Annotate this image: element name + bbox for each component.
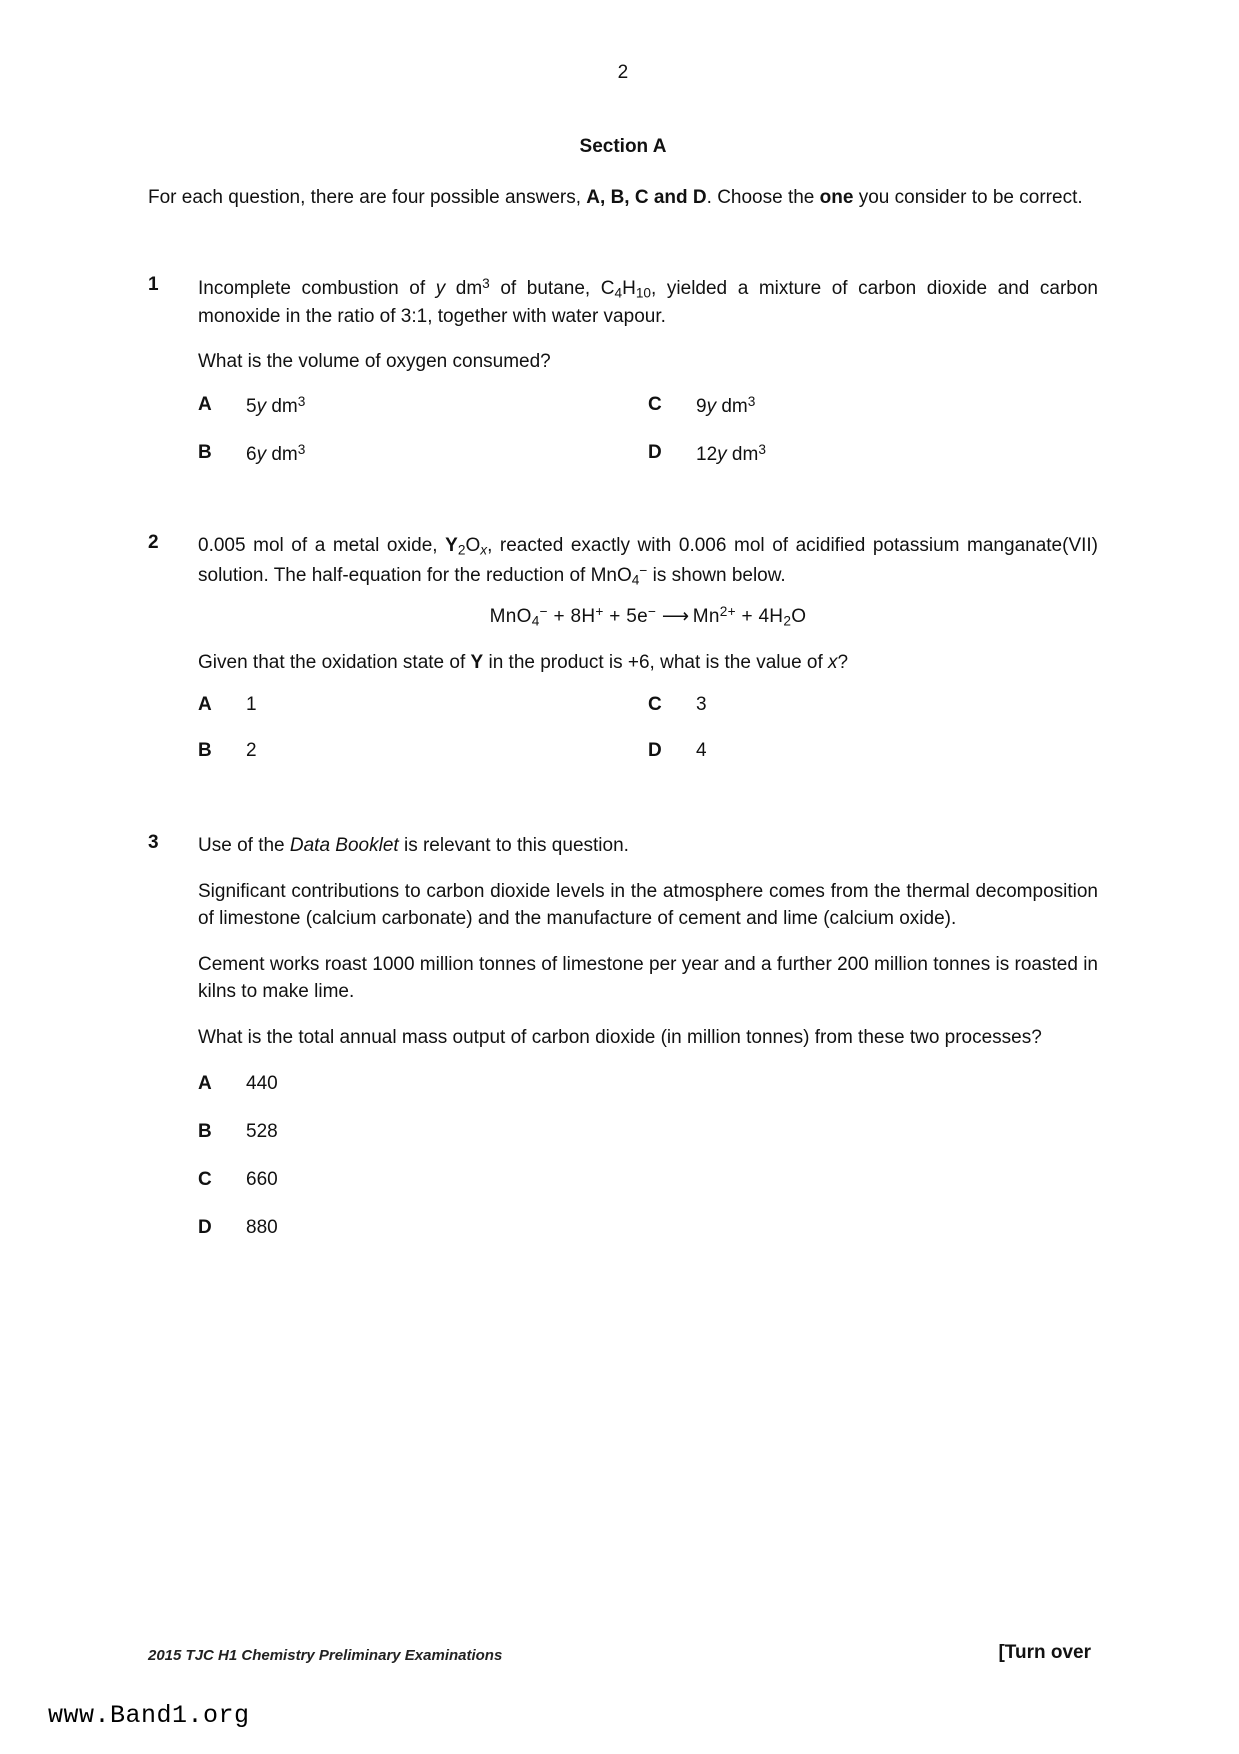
option-d-text: 4: [696, 740, 707, 762]
question-3-stem: Use of the Data Booklet is relevant to this question.: [198, 835, 629, 857]
question-1-options: [198, 394, 1098, 466]
section-heading: Section A: [579, 136, 667, 157]
option-c-letter: C: [198, 1169, 212, 1191]
page-content: [148, 62, 1098, 1279]
question-2-body: [198, 532, 1098, 762]
option-c-letter: C: [648, 694, 662, 716]
instructions-text-3: you consider to be correct.: [853, 187, 1083, 208]
option-a-text: 5y $dm^3$: [246, 394, 306, 418]
question-3-prompt: What is the total annual mass output of carbon dioxide (in million tonnes) from these two processes?: [198, 1026, 1042, 1048]
option-a-letter: A: [198, 1073, 212, 1095]
option-c[interactable]: [648, 694, 1098, 716]
option-a[interactable]: [198, 394, 648, 418]
option-b[interactable]: [198, 1121, 648, 1143]
option-b-letter: B: [198, 740, 212, 762]
page-footer: [148, 1642, 1091, 1664]
option-row: [198, 1073, 1098, 1095]
option-c-text: 3: [696, 694, 707, 716]
option-row: [198, 1121, 1098, 1143]
instructions-paragraph: [148, 184, 1098, 212]
question-3-number: 3: [148, 832, 159, 854]
question-3-options: [198, 1073, 1098, 1239]
option-row: [198, 394, 1098, 418]
option-a[interactable]: [198, 694, 648, 716]
option-row: [198, 1217, 1098, 1239]
instructions-text-1: For each question, there are four possible answers,: [148, 187, 587, 208]
footer-exam-title: 2015 TJC H1 Chemistry Preliminary Examinations: [148, 1647, 503, 1664]
option-row: [198, 694, 1098, 716]
option-b[interactable]: [198, 442, 648, 466]
question-1-number: 1: [148, 273, 159, 295]
option-c-letter: C: [648, 394, 662, 416]
option-d[interactable]: [648, 740, 1098, 762]
instructions-bold-one: one: [819, 187, 854, 208]
option-a-text: 440: [246, 1073, 278, 1095]
question-1-prompt: What is the volume of oxygen consumed?: [198, 351, 551, 373]
question-3: [148, 832, 1098, 1239]
option-b-text: 528: [246, 1121, 278, 1143]
question-3-body: [198, 832, 1098, 1239]
option-d-text: 12y $dm^3$: [696, 442, 766, 466]
option-b-letter: B: [198, 442, 212, 464]
option-b-text: 6y $dm^3$: [246, 442, 306, 466]
question-3-para-1: Significant contributions to carbon dioxide levels in the atmosphere comes from the thermal decomposition of limestone (calcium carbonate) and the manufacture of cement and lime (calcium oxide).: [198, 880, 1098, 930]
option-c[interactable]: [648, 394, 1098, 418]
instructions-text-2: . Choose the: [706, 187, 820, 208]
option-d-letter: D: [648, 442, 662, 464]
option-a[interactable]: [198, 1073, 648, 1095]
option-d-letter: D: [648, 740, 662, 762]
question-2-number: 2: [148, 532, 159, 554]
option-c[interactable]: [198, 1169, 648, 1191]
question-3-para-2: Cement works roast 1000 million tonnes of limestone per year and a further 200 million tonnes is roasted in kilns to make lime.: [198, 953, 1098, 1003]
watermark-url: www.Band1.org: [48, 1701, 250, 1730]
option-a-letter: A: [198, 694, 212, 716]
option-d[interactable]: [648, 442, 1098, 466]
option-d-letter: D: [198, 1217, 212, 1239]
option-c-text: 660: [246, 1169, 278, 1191]
question-2: [148, 532, 1098, 762]
option-row: [198, 442, 1098, 466]
option-a-text: 1: [246, 694, 257, 716]
option-d[interactable]: [198, 1217, 648, 1239]
footer-turn-over: [Turn over: [998, 1642, 1091, 1663]
option-d-text: 880: [246, 1217, 278, 1239]
option-b[interactable]: [198, 740, 648, 762]
option-b-letter: B: [198, 1121, 212, 1143]
question-1-stem: Incomplete combustion of y $dm^3$ of butane, $C_4H_{10}$, yielded a mixture of carbon dioxide and carbon monoxide in the ratio of 3:1, together with water vapour.: [198, 275, 1098, 327]
option-row: [198, 740, 1098, 762]
option-b-text: 2: [246, 740, 257, 762]
option-a-letter: A: [198, 394, 212, 416]
question-1: [148, 274, 1098, 467]
question-2-prompt: Given that the oxidation state of Y in the product is +6, what is the value of x?: [198, 651, 849, 673]
instructions-bold-options: A, B, C and D: [586, 187, 707, 208]
option-c-text: 9y $dm^3$: [696, 394, 756, 418]
question-2-stem: 0.005 mol of a metal oxide, $Y_2O_x$, reacted exactly with 0.006 mol of acidified potassium manganate(VII) solution. The half-equation for the reduction of MnO$_4$− is shown below.: [198, 535, 1098, 588]
option-row: [198, 1169, 1098, 1191]
question-2-equation: MnO$_4$− + 8H+ + 5e− ⟶ $Mn^{2+} + 4H_2O$: [489, 603, 807, 629]
question-1-body: [198, 274, 1098, 467]
question-2-options: [198, 694, 1098, 762]
page-number: 2: [617, 62, 629, 83]
